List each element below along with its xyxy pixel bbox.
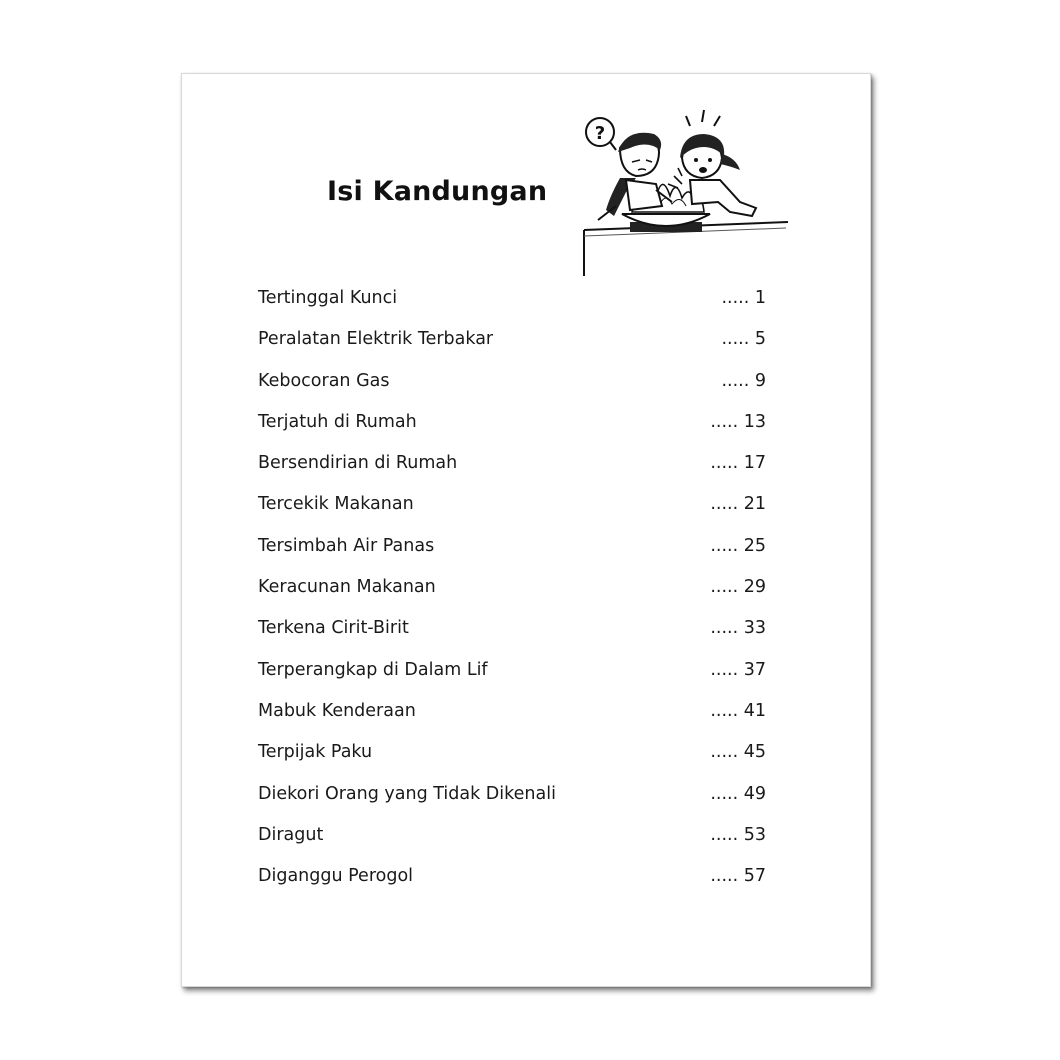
toc-entry-title: Tertinggal Kunci: [258, 288, 398, 308]
toc-entry[interactable]: [258, 823, 770, 864]
toc-entry[interactable]: [258, 699, 770, 740]
toc-entry-page: ..... 41: [710, 700, 766, 721]
toc-entry-page: ..... 21: [710, 494, 766, 515]
toc-entry[interactable]: [258, 451, 770, 492]
toc-entry-page: ..... 5: [721, 329, 766, 350]
toc-entry-title: Mabuk Kenderaan: [258, 700, 416, 721]
toc-entry[interactable]: [258, 410, 770, 451]
toc-entry-page: ..... 25: [710, 535, 766, 556]
toc-entry-title: Kebocoran Gas: [258, 370, 390, 391]
page-title: Isi Kandungan: [327, 176, 548, 207]
toc-entry-page: ..... 57: [710, 866, 766, 887]
toc-entry[interactable]: [258, 369, 770, 410]
svg-text:?: ?: [594, 123, 606, 144]
toc-entry[interactable]: [258, 327, 770, 368]
toc-entry-title: Terperangkap di Dalam Lif: [258, 659, 488, 680]
toc-entry-title: Terjatuh di Rumah: [258, 411, 417, 432]
toc-entry-title: Tersimbah Air Panas: [258, 535, 435, 556]
toc-entry-title: Terkena Cirit-Birit: [258, 618, 409, 639]
toc-entry-page: ..... 17: [710, 453, 766, 474]
toc-entry-title: Diragut: [258, 824, 324, 845]
toc-entry-title: Diganggu Perogol: [258, 866, 414, 887]
toc-entry[interactable]: [258, 864, 770, 905]
toc-entry-title: Tercekik Makanan: [258, 494, 414, 515]
toc-entry-page: ..... 53: [710, 824, 766, 845]
table-of-contents: [258, 286, 770, 905]
toc-entry-title: Terpijak Paku: [258, 742, 373, 763]
toc-entry[interactable]: [258, 575, 770, 616]
toc-entry[interactable]: [258, 534, 770, 575]
toc-entry[interactable]: [258, 616, 770, 657]
toc-entry-page: ..... 33: [710, 618, 766, 639]
cooking-fire-cartoon-icon: [570, 106, 792, 278]
toc-entry-title: Bersendirian di Rumah: [258, 453, 458, 474]
toc-entry[interactable]: [258, 782, 770, 823]
toc-entry-page: ..... 13: [710, 411, 766, 432]
toc-entry-page: ..... 45: [710, 742, 766, 763]
toc-entry-page: ..... 29: [710, 577, 766, 598]
toc-entry-page: ..... 9: [721, 370, 766, 391]
toc-entry-title: Keracunan Makanan: [258, 577, 436, 598]
toc-entry[interactable]: [258, 286, 770, 327]
toc-entry-page: ..... 1: [721, 288, 766, 308]
toc-entry-title: Diekori Orang yang Tidak Dikenali: [258, 783, 556, 804]
toc-entry[interactable]: [258, 492, 770, 533]
toc-entry[interactable]: [258, 740, 770, 781]
toc-entry-page: ..... 49: [710, 783, 766, 804]
toc-entry-title: Peralatan Elektrik Terbakar: [258, 329, 494, 350]
toc-entry-page: ..... 37: [710, 659, 766, 680]
toc-entry[interactable]: [258, 658, 770, 699]
